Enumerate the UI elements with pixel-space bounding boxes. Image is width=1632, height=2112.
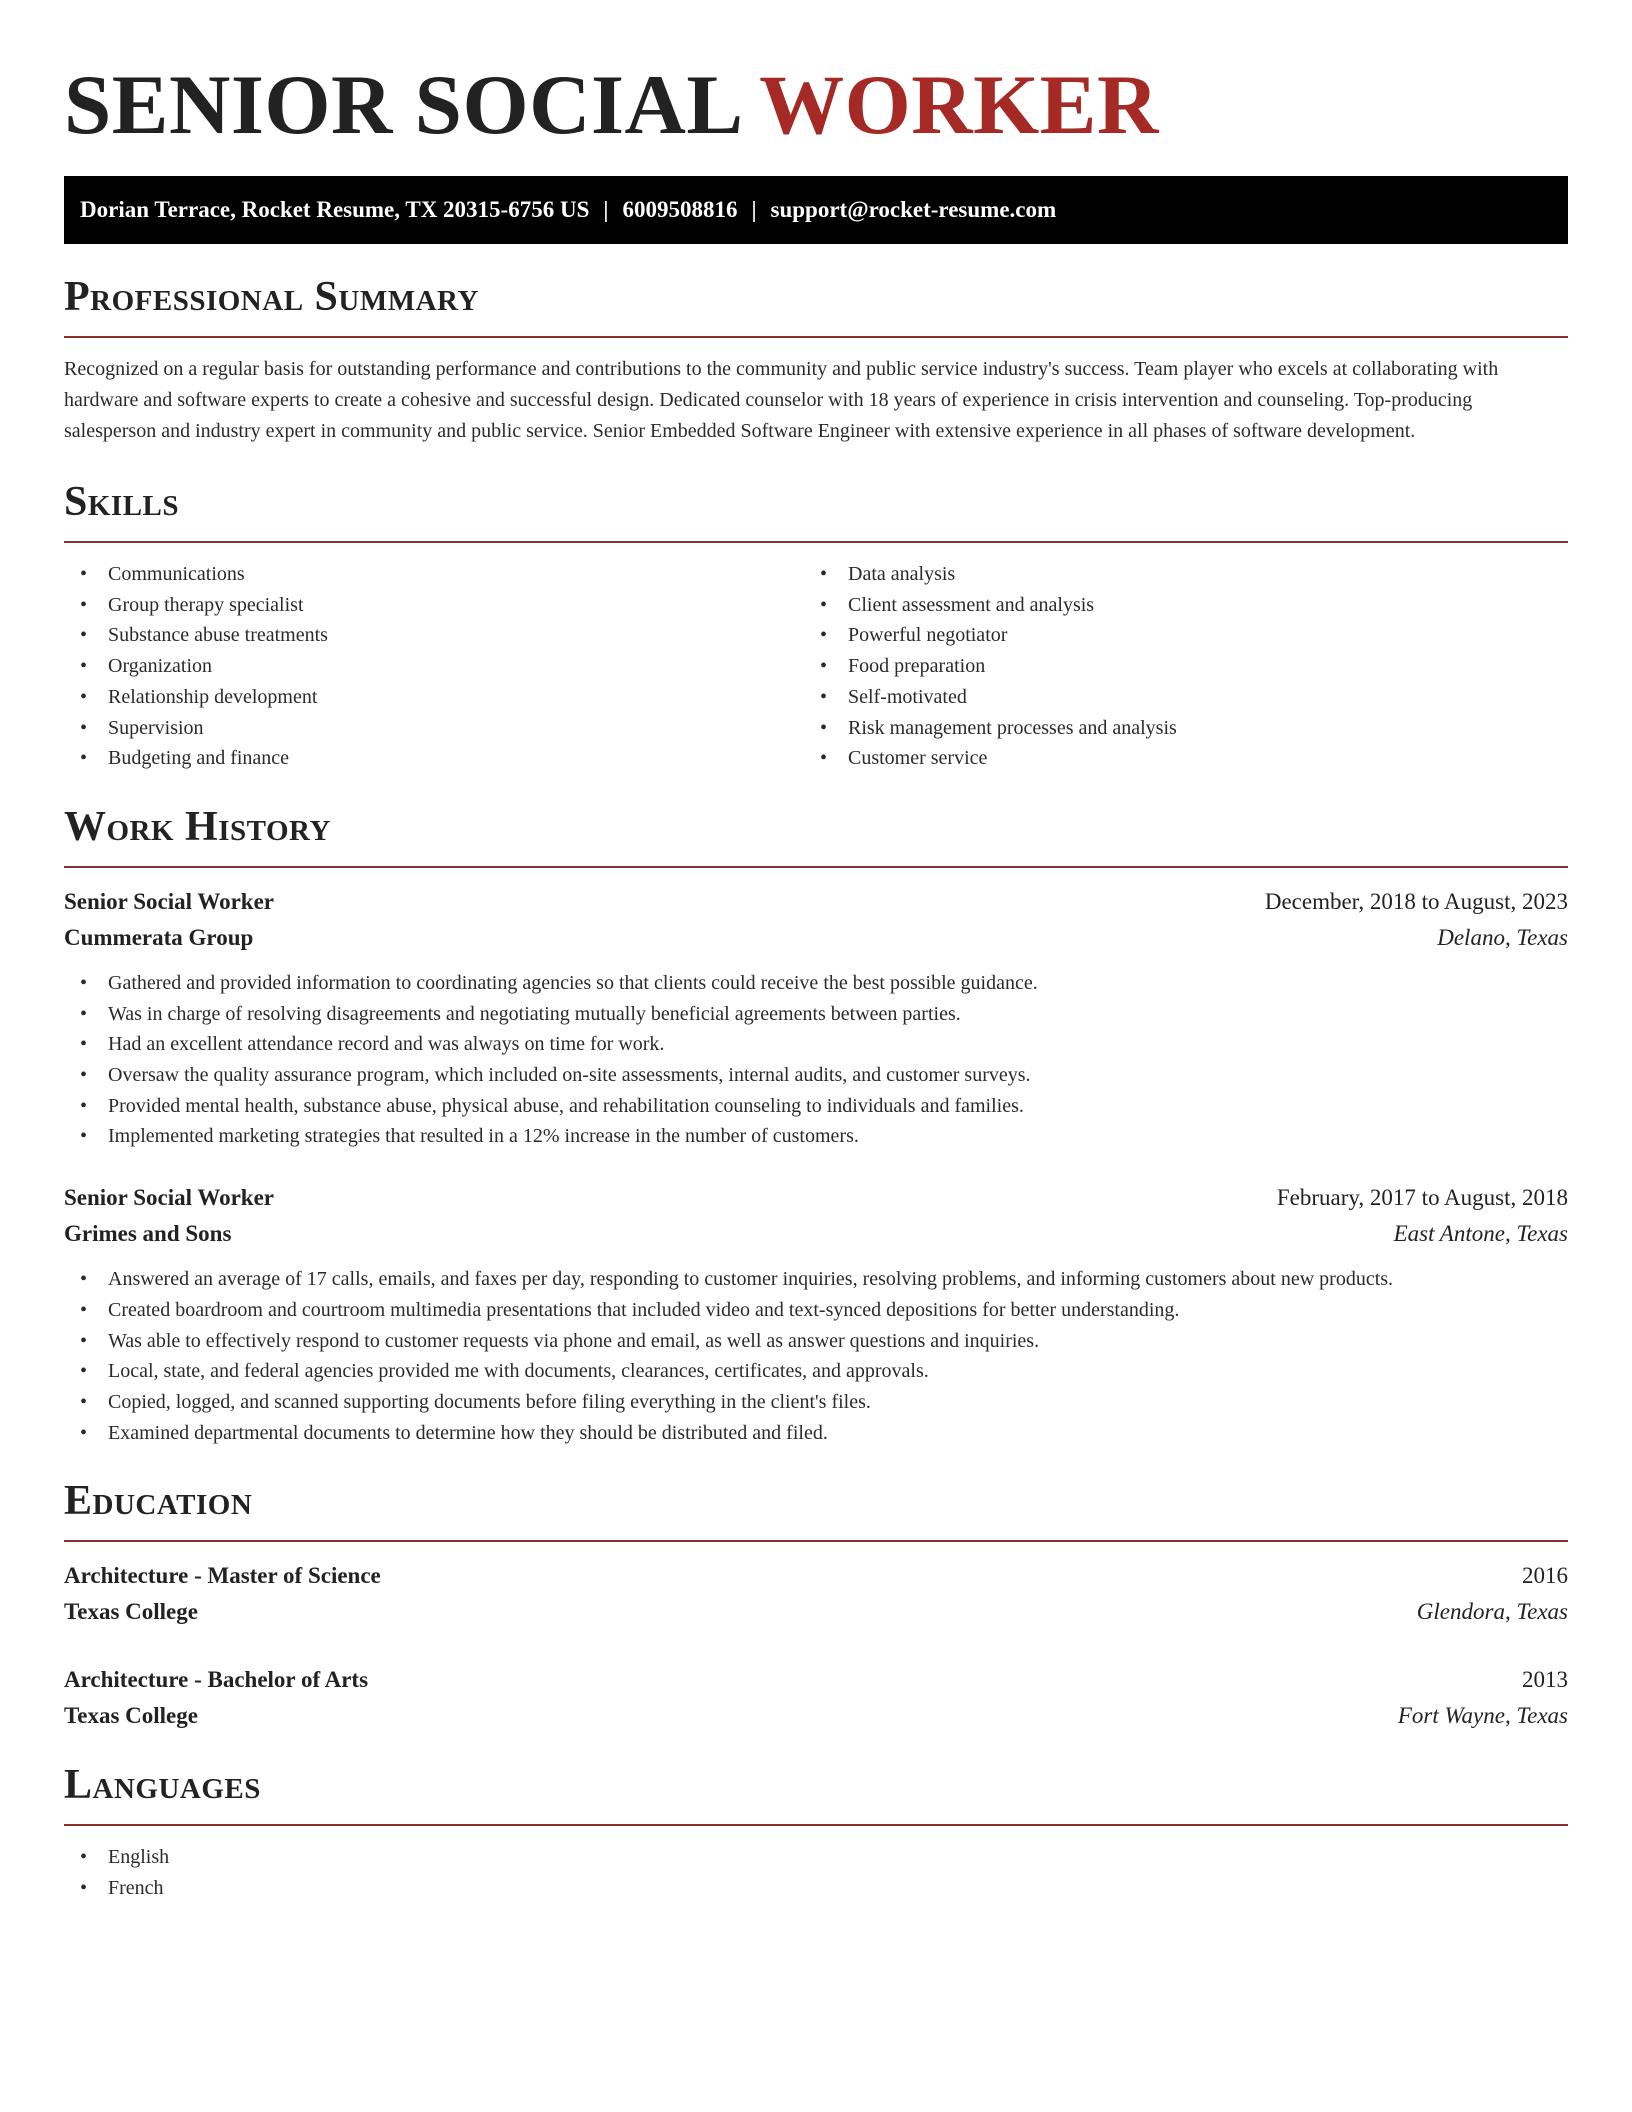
job-dates: December, 2018 to August, 2023 <box>1264 888 1568 914</box>
skill-item: • Group therapy specialist <box>64 590 804 621</box>
job-duty: • Had an excellent attendance record and was always on time for work. <box>64 1029 1568 1060</box>
job-company: Grimes and Sons <box>64 1221 232 1247</box>
skill-item: • Risk management processes and analysis <box>804 713 1544 744</box>
job-company: Cummerata Group <box>64 924 254 950</box>
skills-columns <box>64 559 1568 774</box>
education-school-row <box>64 1698 1568 1734</box>
language-item: • French <box>64 1873 1568 1904</box>
summary-text: Recognized on a regular basis for outstanding performance and contributions to the community and public service industry's success. Team player who excels at collaborating with hardware and software experts to create a cohesive and successful design. Dedicated counselor with 18 years of experience in crisis intervention and counseling. Top-producing salesperson and industry expert in community and public service. Senior Embedded Software Engineer with extensive experience in all phases of software development. <box>64 358 1499 442</box>
skills-section <box>64 477 1568 774</box>
skill-item: • Supervision <box>64 713 804 744</box>
education-year: 2016 <box>1522 1563 1568 1589</box>
skill-item: • Customer service <box>804 743 1544 774</box>
job-header-row <box>64 884 1568 920</box>
contact-phone[interactable]: 6009508816 <box>622 197 738 222</box>
contact-bar <box>64 176 1568 244</box>
skills-heading: Skills <box>64 479 180 525</box>
job-duty: • Was in charge of resolving disagreements and negotiating mutually beneficial agreements between parties. <box>64 999 1568 1030</box>
education-location: Glendora, Texas <box>1416 1599 1568 1625</box>
skill-item: • Substance abuse treatments <box>64 620 804 651</box>
job-duty: • Copied, logged, and scanned supporting documents before filing everything in the client's files. <box>64 1387 1568 1418</box>
education-school-row <box>64 1594 1568 1630</box>
education-location: Fort Wayne, Texas <box>1397 1703 1568 1729</box>
title-main: SENIOR SOCIAL <box>64 58 739 152</box>
education-degree: Architecture - Bachelor of Arts <box>64 1667 369 1693</box>
resume-page <box>64 0 1568 1904</box>
education-degree-row <box>64 1558 1568 1594</box>
summary-heading: Professional Summary <box>64 274 479 320</box>
job-duty: • Implemented marketing strategies that resulted in a 12% increase in the number of customers. <box>64 1121 1568 1152</box>
education-school: Texas College <box>64 1703 198 1729</box>
skill-item: • Organization <box>64 651 804 682</box>
education-school: Texas College <box>64 1599 198 1625</box>
skill-item: • Client assessment and analysis <box>804 590 1544 621</box>
job-duty: • Provided mental health, substance abuse, physical abuse, and rehabilitation counseling to individuals and families. <box>64 1091 1568 1122</box>
title-accent: WORKER <box>759 58 1159 152</box>
contact-address: Dorian Terrace, Rocket Resume, TX 20315-6756 US <box>80 197 590 222</box>
languages-heading: Languages <box>64 1762 261 1809</box>
job-dates: February, 2017 to August, 2018 <box>1276 1185 1568 1211</box>
job-entry <box>64 1180 1568 1448</box>
job-duty: • Answered an average of 17 calls, emails, and faxes per day, responding to customer inquiries, resolving problems, and informing customers about new products. <box>64 1264 1568 1295</box>
job-title: Senior Social Worker <box>64 888 274 914</box>
education-degree: Architecture - Master of Science <box>64 1563 381 1589</box>
job-duties-list <box>64 968 1568 1152</box>
job-location: Delano, Texas <box>1437 924 1568 950</box>
section-divider <box>64 1540 1568 1542</box>
job-company-row <box>64 1216 1568 1252</box>
work-history-heading: Work History <box>64 803 331 850</box>
job-duty: • Gathered and provided information to coordinating agencies so that clients could receive the best possible guidance. <box>64 968 1568 999</box>
skill-item: • Data analysis <box>804 559 1544 590</box>
section-divider <box>64 336 1568 338</box>
skill-item: • Self-motivated <box>804 682 1544 713</box>
skill-item: • Budgeting and finance <box>64 743 804 774</box>
job-title: Senior Social Worker <box>64 1185 274 1211</box>
education-year: 2013 <box>1522 1667 1568 1693</box>
section-divider <box>64 541 1568 543</box>
languages-list <box>64 1842 1568 1903</box>
contact-email[interactable]: support@rocket-resume.com <box>770 197 1057 222</box>
skill-item: • Food preparation <box>804 651 1544 682</box>
work-history-section <box>64 802 1568 1448</box>
education-degree-row <box>64 1662 1568 1698</box>
education-section <box>64 1476 1568 1734</box>
skill-item: • Powerful negotiator <box>804 620 1544 651</box>
job-location: East Antone, Texas <box>1393 1221 1568 1247</box>
education-heading: Education <box>64 1478 253 1525</box>
education-entry <box>64 1662 1568 1734</box>
job-company-row <box>64 920 1568 956</box>
languages-section <box>64 1760 1568 1903</box>
resume-title <box>64 58 1568 152</box>
contact-separator: | <box>751 197 757 222</box>
job-duties-list <box>64 1264 1568 1448</box>
job-duty: • Oversaw the quality assurance program, which included on-site assessments, internal audits, and customer surveys. <box>64 1060 1568 1091</box>
job-duty: • Local, state, and federal agencies provided me with documents, clearances, certificates, and approvals. <box>64 1356 1568 1387</box>
job-entry <box>64 884 1568 1152</box>
education-entry <box>64 1558 1568 1630</box>
skill-item: • Relationship development <box>64 682 804 713</box>
section-divider <box>64 1824 1568 1826</box>
skills-list-right <box>804 559 1544 774</box>
summary-section <box>64 272 1568 447</box>
job-duty: • Examined departmental documents to determine how they should be distributed and filed. <box>64 1418 1568 1449</box>
section-divider <box>64 866 1568 868</box>
job-header-row <box>64 1180 1568 1216</box>
contact-separator: | <box>603 197 609 222</box>
job-duty: • Was able to effectively respond to customer requests via phone and email, as well as answer questions and inquiries. <box>64 1326 1568 1357</box>
job-duty: • Created boardroom and courtroom multimedia presentations that included video and text-synced depositions for better understanding. <box>64 1295 1568 1326</box>
language-item: • English <box>64 1842 1568 1873</box>
skills-list-left <box>64 559 804 774</box>
skill-item: • Communications <box>64 559 804 590</box>
